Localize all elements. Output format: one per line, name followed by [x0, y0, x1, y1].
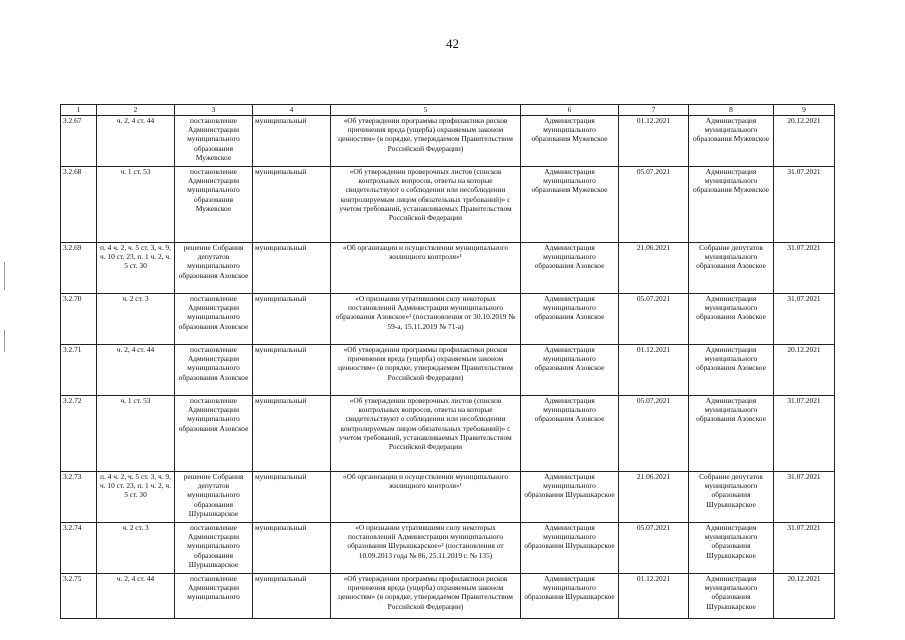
row-act-name: «Об утверждении проверочных листов (списков контрольных вопросов, ответы на которые свидетельствуют о соблюдении или несоблюдении контролируемым лицом обязательных требований)» с учетом требований, устанавливаемых Правительством Российской Федерации — [331, 167, 521, 243]
row-number: 3.2.72 — [61, 396, 97, 472]
margin-mark — [4, 262, 5, 290]
row-article: ч. 2 ст. 3 — [97, 523, 175, 574]
column-header-3: 3 — [175, 105, 253, 116]
row-act-type: постановление Администрации муниципального образования Азовское — [175, 294, 253, 345]
row-number: 3.2.74 — [61, 523, 97, 574]
row-article: ч. 2, 4 ст. 44 — [97, 116, 175, 167]
column-header-6: 6 — [521, 105, 619, 116]
row-responsible: Администрация муниципального образования Шурышкарское — [689, 523, 774, 574]
row-responsible: Администрация муниципального образования Мужевское — [689, 167, 774, 243]
row-level: муниципальный — [253, 116, 331, 167]
row-date: 21.06.2021 — [619, 243, 689, 294]
row-number: 3.2.73 — [61, 472, 97, 523]
row-level: муниципальный — [253, 345, 331, 396]
row-act-name: «Об организации и осуществлении муниципального жилищного контроля»¹ — [331, 243, 521, 294]
row-responsible: Администрация муниципального образования Мужевское — [689, 116, 774, 167]
row-date: 01.12.2021 — [619, 116, 689, 167]
table-row — [61, 523, 835, 574]
row-developer: Администрация муниципального образования Азовское — [521, 243, 619, 294]
table-row — [61, 396, 835, 472]
row-number: 3.2.67 — [61, 116, 97, 167]
row-number: 3.2.68 — [61, 167, 97, 243]
column-header-2: 2 — [97, 105, 175, 116]
row-level: муниципальный — [253, 294, 331, 345]
row-level: муниципальный — [253, 243, 331, 294]
row-responsible: Администрация муниципального образования Азовское — [689, 396, 774, 472]
row-act-name: «Об организации и осуществлении муниципального жилищного контроля»¹ — [331, 472, 521, 523]
table-row — [61, 243, 835, 294]
row-act-name: «Об утверждении проверочных листов (списков контрольных вопросов, ответы на которые свидетельствуют о соблюдении или несоблюдении контролируемым лицом обязательных требований)» с учетом требований, устанавливаемых Правительством Российской Федерации — [331, 396, 521, 472]
table-row — [61, 167, 835, 243]
row-act-type: постановление Администрации муниципального образования Азовское — [175, 345, 253, 396]
row-number: 3.2.69 — [61, 243, 97, 294]
column-header-5: 5 — [331, 105, 521, 116]
row-deadline: 20.12.2021 — [774, 345, 835, 396]
table-row — [61, 294, 835, 345]
row-responsible: Администрация муниципального образования Шурышкарское — [689, 574, 774, 619]
row-date: 21.06.2021 — [619, 472, 689, 523]
row-developer: Администрация муниципального образования Азовское — [521, 396, 619, 472]
row-developer: Администрация муниципального образования Шурышкарское — [521, 523, 619, 574]
row-developer: Администрация муниципального образования Азовское — [521, 345, 619, 396]
row-act-type: постановление Администрации муниципального — [175, 574, 253, 619]
table-header-row — [61, 105, 835, 116]
table-row — [61, 574, 835, 619]
row-act-type: решение Собрания депутатов муниципального образования Шурышкарское — [175, 472, 253, 523]
row-number: 3.2.75 — [61, 574, 97, 619]
row-date: 05.07.2021 — [619, 294, 689, 345]
row-developer: Администрация муниципального образования Шурышкарское — [521, 574, 619, 619]
table-row — [61, 116, 835, 167]
row-date: 05.07.2021 — [619, 167, 689, 243]
row-responsible: Администрация муниципального образования Азовское — [689, 294, 774, 345]
page-number: 42 — [446, 36, 459, 51]
row-act-name: «О признании утратившими силу некоторых постановлений Администрации муниципального образования Шурышкарское»² (постановления от 10.09.2013 года № 86, 25.11.2019 г. № 135) — [331, 523, 521, 574]
row-date: 05.07.2021 — [619, 523, 689, 574]
row-date: 01.12.2021 — [619, 345, 689, 396]
row-level: муниципальный — [253, 523, 331, 574]
row-article: ч. 2 ст. 3 — [97, 294, 175, 345]
row-deadline: 31.07.2021 — [774, 396, 835, 472]
row-article: п. 4 ч. 2, ч. 5 ст. 3, ч. 9, ч. 10 ст. 23, п. 1 ч. 2, ч. 5 ст. 30 — [97, 243, 175, 294]
row-act-type: постановление Администрации муниципального образования Шурышкарское — [175, 523, 253, 574]
row-level: муниципальный — [253, 167, 331, 243]
margin-mark — [4, 330, 5, 352]
row-act-name: «О признании утратившими силу некоторых постановлений Администрации муниципального образования Азовское»² (постановления от 30.10.2019 № 59-а, 15.11.2019 № 71-а) — [331, 294, 521, 345]
row-developer: Администрация муниципального образования Азовское — [521, 294, 619, 345]
row-responsible: Собрание депутатов муниципального образования Азовское — [689, 243, 774, 294]
row-act-name: «Об утверждении программы профилактики рисков причинения вреда (ущерба) охраняемым законом ценностям» (в порядке, утверждаемом Правительством Российской Федерации) — [331, 345, 521, 396]
row-article: ч. 1 ст. 53 — [97, 167, 175, 243]
table-row — [61, 472, 835, 523]
row-act-type: постановление Администрации муниципального образования Мужевское — [175, 116, 253, 167]
column-header-8: 8 — [689, 105, 774, 116]
row-deadline: 20.12.2021 — [774, 116, 835, 167]
row-number: 3.2.71 — [61, 345, 97, 396]
row-act-type: решение Собрания депутатов муниципального образования Азовское — [175, 243, 253, 294]
table-row — [61, 345, 835, 396]
row-act-name: «Об утверждении программы профилактики рисков причинения вреда (ущерба) охраняемым законом ценностям» (в порядке, утверждаемом Правительством Российской Федерации) — [331, 116, 521, 167]
row-date: 05.07.2021 — [619, 396, 689, 472]
row-deadline: 20.12.2021 — [774, 574, 835, 619]
row-developer: Администрация муниципального образования Мужевское — [521, 116, 619, 167]
column-header-4: 4 — [253, 105, 331, 116]
row-act-type: постановление Администрации муниципального образования Азовское — [175, 396, 253, 472]
row-deadline: 31.07.2021 — [774, 294, 835, 345]
row-article: ч. 2, 4 ст. 44 — [97, 574, 175, 619]
row-level: муниципальный — [253, 574, 331, 619]
row-article: ч. 1 ст. 53 — [97, 396, 175, 472]
row-level: муниципальный — [253, 396, 331, 472]
row-deadline: 31.07.2021 — [774, 472, 835, 523]
row-deadline: 31.07.2021 — [774, 243, 835, 294]
row-act-name: «Об утверждении программы профилактики рисков причинения вреда (ущерба) охраняемым законом ценностям» (в порядке, утверждаемом Правительством Российской Федерации) — [331, 574, 521, 619]
row-developer: Администрация муниципального образования Мужевское — [521, 167, 619, 243]
row-level: муниципальный — [253, 472, 331, 523]
plan-table — [60, 104, 835, 619]
row-developer: Администрация муниципального образования Шурышкарское — [521, 472, 619, 523]
column-header-9: 9 — [774, 105, 835, 116]
row-article: п. 4 ч. 2, ч. 5 ст. 3, ч. 9, ч. 10 ст. 23, п. 1 ч. 2, ч. 5 ст. 30 — [97, 472, 175, 523]
row-number: 3.2.70 — [61, 294, 97, 345]
column-header-7: 7 — [619, 105, 689, 116]
row-article: ч. 2, 4 ст. 44 — [97, 345, 175, 396]
row-deadline: 31.07.2021 — [774, 167, 835, 243]
row-date: 01.12.2021 — [619, 574, 689, 619]
row-deadline: 31.07.2021 — [774, 523, 835, 574]
row-act-type: постановление Администрации муниципального образования Мужевское — [175, 167, 253, 243]
row-responsible: Администрация муниципального образования Азовское — [689, 345, 774, 396]
column-header-1: 1 — [61, 105, 97, 116]
row-responsible: Собрание депутатов муниципального образования Шурышкарское — [689, 472, 774, 523]
